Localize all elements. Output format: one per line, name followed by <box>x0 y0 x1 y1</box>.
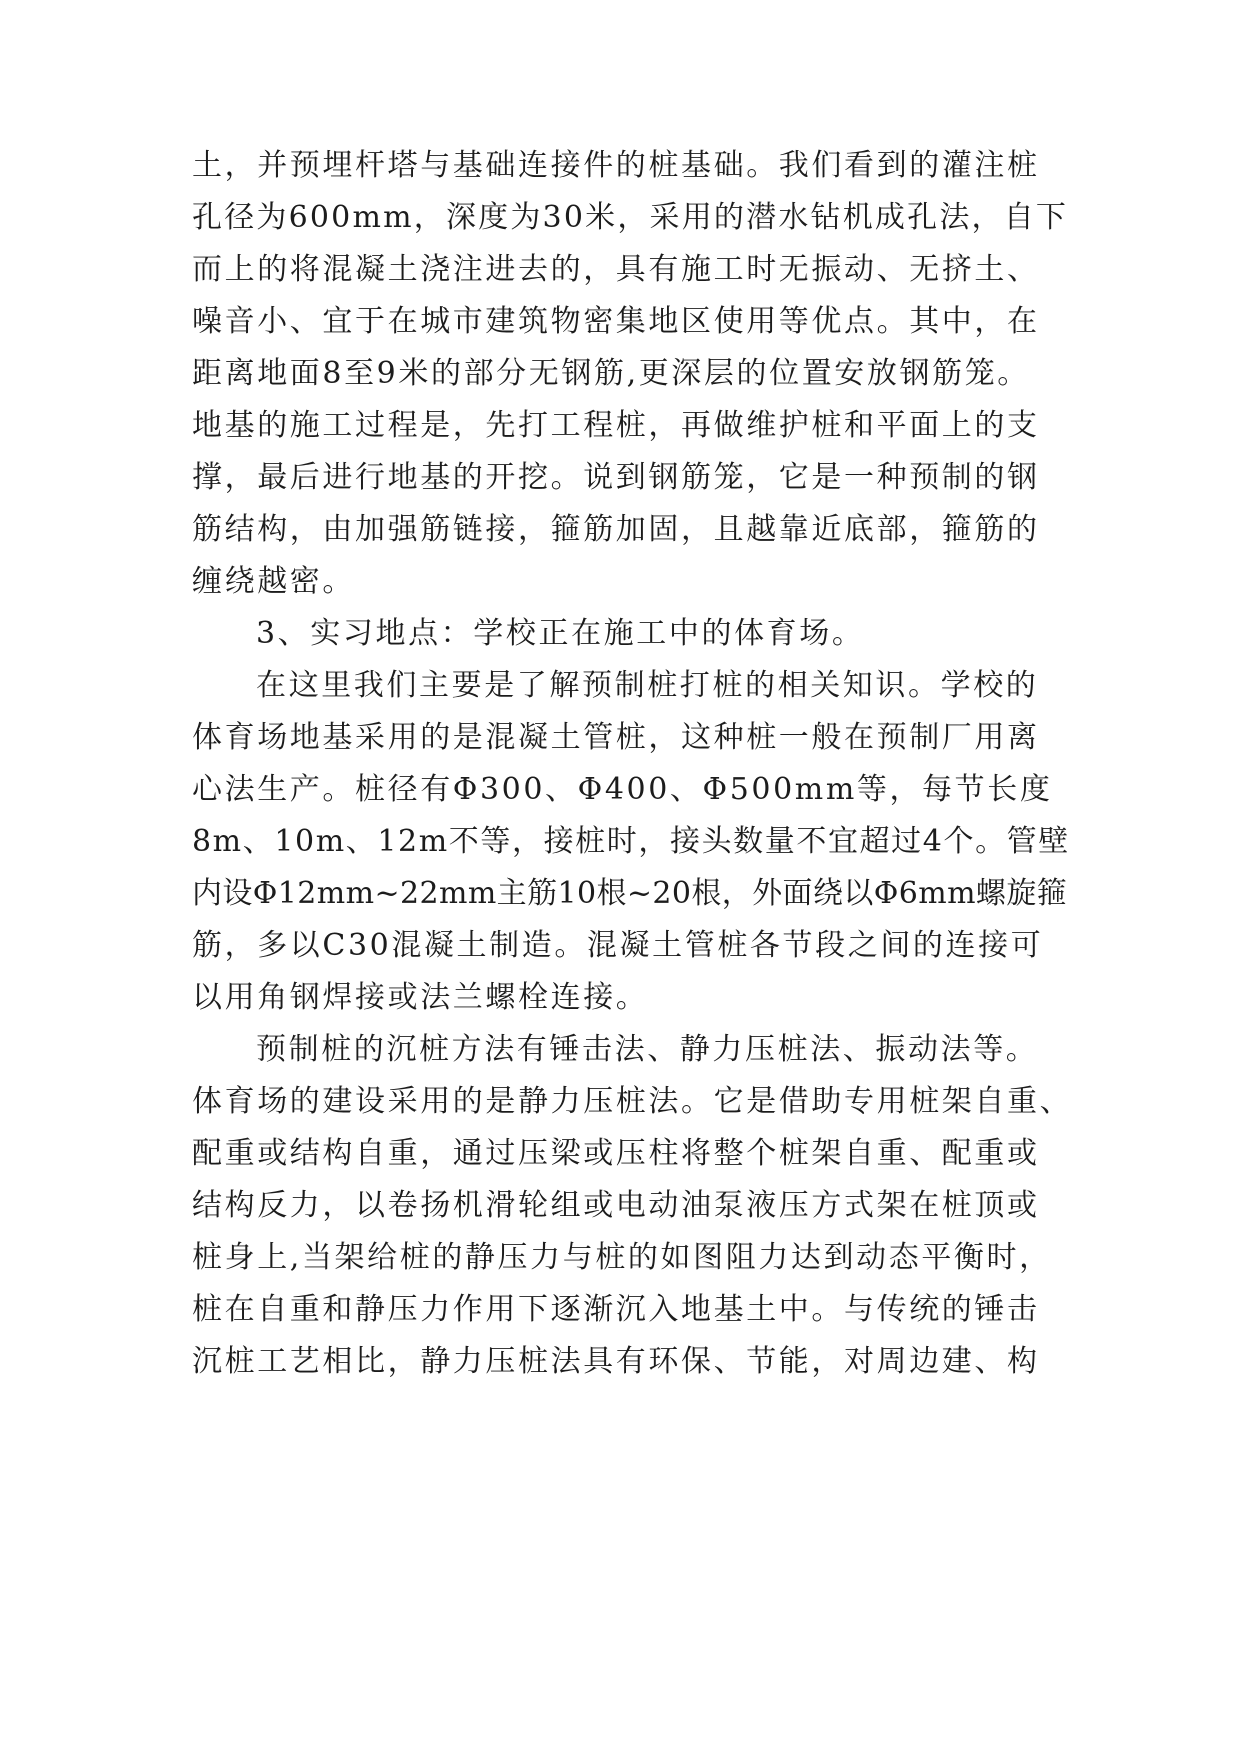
section-heading: 3、实习地点：学校正在施工中的体育场。 <box>256 616 865 651</box>
text-line: 结构反力，以卷扬机滑轮组或电动油泵液压方式架在桩顶或 <box>192 1188 1040 1223</box>
text-line: 以用角钢焊接或法兰螺栓连接。 <box>192 980 649 1015</box>
text-line: 筋结构，由加强筋链接，箍筋加固，且越靠近底部，箍筋的 <box>192 512 1040 547</box>
text-line: 地基的施工过程是，先打工程桩，再做维护桩和平面上的支 <box>192 408 1040 443</box>
text-line: 配重或结构自重，通过压梁或压柱将整个桩架自重、配重或 <box>192 1136 1040 1171</box>
text-line: 噪音小、宜于在城市建筑物密集地区使用等优点。其中，在 <box>192 304 1040 339</box>
text-line: 缠绕越密。 <box>192 564 355 599</box>
text-line: 心法生产。桩径有Φ300、Φ400、Φ500mm等，每节长度 <box>192 772 1053 807</box>
text-line: 桩在自重和静压力作用下逐渐沉入地基土中。与传统的锤击 <box>192 1292 1040 1327</box>
text-line: 而上的将混凝土浇注进去的，具有施工时无振动、无挤土、 <box>192 252 1040 287</box>
text-line: 土，并预埋杆塔与基础连接件的桩基础。我们看到的灌注桩 <box>192 148 1040 183</box>
text-line: 桩身上,当架给桩的静压力与桩的如图阻力达到动态平衡时， <box>192 1240 1052 1275</box>
text-line: 体育场的建设采用的是静力压桩法。它是借助专用桩架自重、 <box>192 1084 1073 1119</box>
text-line: 在这里我们主要是了解预制桩打桩的相关知识。学校的 <box>256 668 1039 703</box>
text-line: 内设Φ12mm~22mm主筋10根~20根，外面绕以Φ6mm螺旋箍 <box>192 876 1068 911</box>
text-line: 8m、10m、12m不等，接桩时，接头数量不宜超过4个。管壁 <box>192 824 1070 859</box>
text-line: 体育场地基采用的是混凝土管桩，这种桩一般在预制厂用离 <box>192 720 1040 755</box>
text-line: 筋，多以C30混凝土制造。混凝土管桩各节段之间的连接可 <box>192 928 1044 963</box>
text-line: 撑，最后进行地基的开挖。说到钢筋笼，它是一种预制的钢 <box>192 460 1040 495</box>
text-line: 沉桩工艺相比，静力压桩法具有环保、节能，对周边建、构 <box>192 1344 1040 1379</box>
text-line: 孔径为600mm，深度为30米，采用的潜水钻机成孔法，自下 <box>192 200 1069 235</box>
text-line: 预制桩的沉桩方法有锤击法、静力压桩法、振动法等。 <box>256 1032 1039 1067</box>
text-line: 距离地面8至9米的部分无钢筋,更深层的位置安放钢筋笼。 <box>192 356 1030 391</box>
